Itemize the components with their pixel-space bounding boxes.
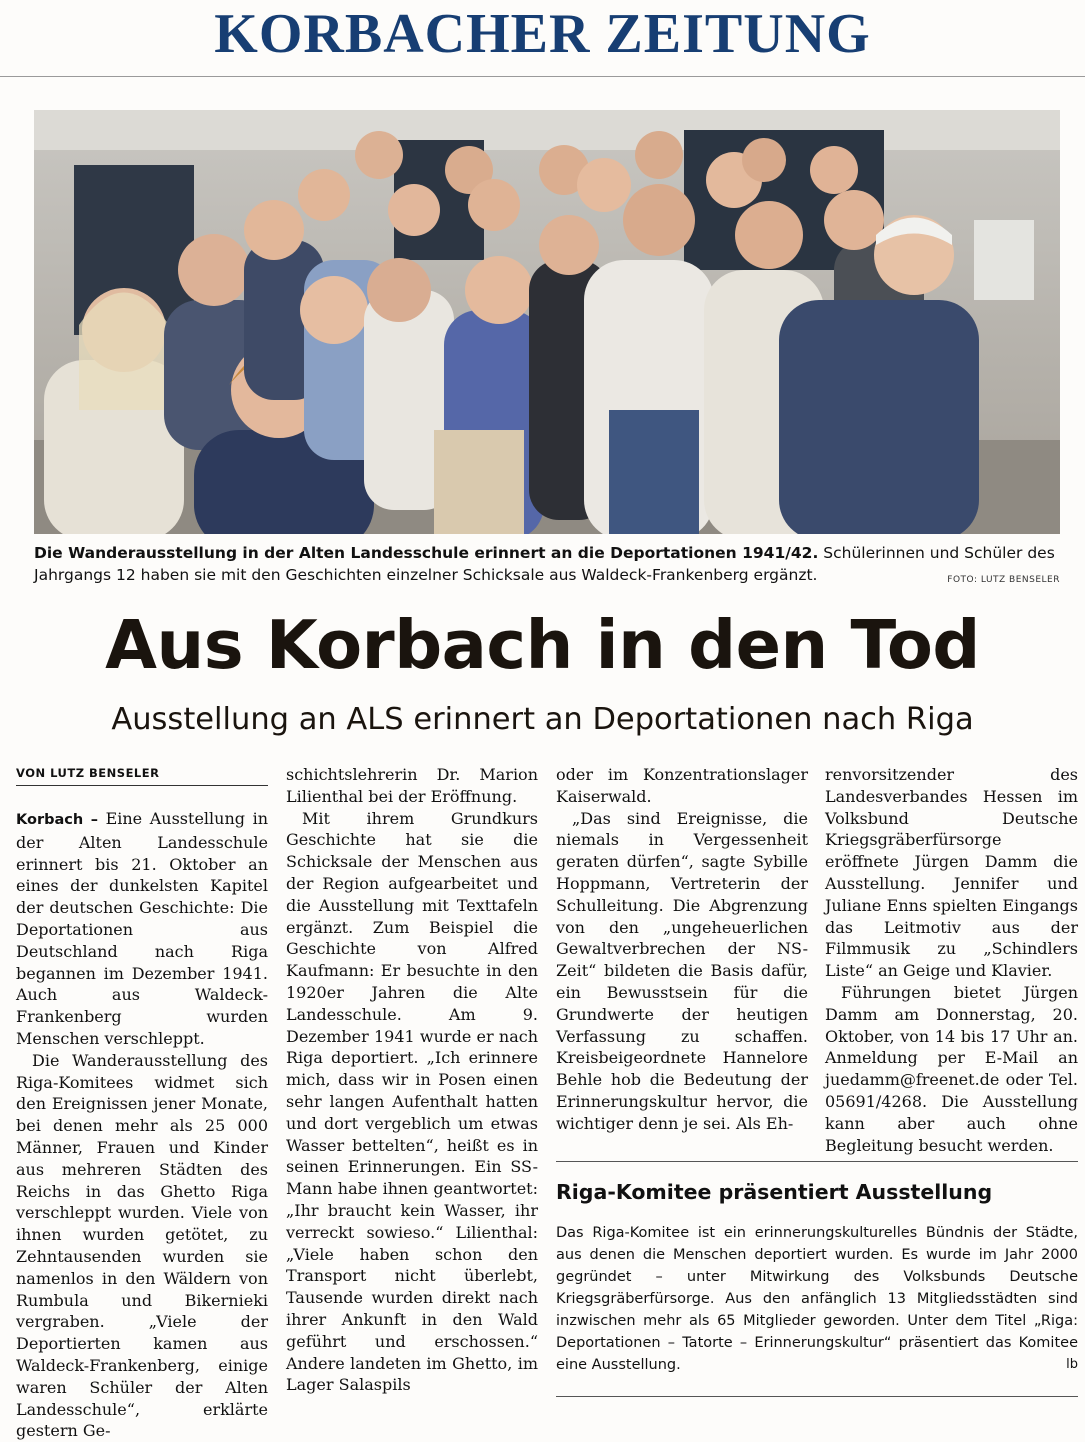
masthead bbox=[0, 0, 1085, 77]
photo-credit: FOTO: LUTZ BENSELER bbox=[947, 575, 1060, 585]
photo-caption-bold: Die Wanderausstellung in der Alten Landesschule erinnert an die Deportationen 1941/42. bbox=[34, 544, 819, 562]
infobox-signature: lb bbox=[1066, 1357, 1078, 1372]
article-column-3 bbox=[556, 764, 808, 1135]
article-headline: Aus Korbach in den Tod bbox=[105, 606, 980, 684]
article-column-4 bbox=[825, 764, 1078, 1156]
infobox-divider-bottom bbox=[556, 1396, 1078, 1397]
group-photo-illustration bbox=[34, 110, 1060, 534]
infobox-body: Das Riga-Komitee ist ein erinnerungskulturelles Bündnis der Städte, aus denen die Menschen deportiert wurden. Es wurde im Jahr 2000 gegründet – unter Mitwirkung des Volksbunds Deutsche Kriegsgräberfürsorge. Aus den anfänglich 13 Mitgliedsstädten sind inzwischen mehr als 65 Mitglieder geworden. Unter dem Titel „Riga: Deportationen – Tatorte – Erinnerungskultur“ präsentiert das Komitee eine Ausstellung. bbox=[556, 1225, 1078, 1373]
dateline: Korbach – bbox=[16, 812, 98, 828]
group-photo bbox=[34, 110, 1060, 534]
article-column-2 bbox=[286, 764, 538, 1396]
article-column-1 bbox=[16, 808, 268, 1442]
infobox-title: Riga-Komitee präsentiert Ausstellung bbox=[556, 1180, 993, 1204]
paragraph: oder im Konzentrationslager Kaiserwald. bbox=[556, 765, 808, 806]
paragraph bbox=[16, 808, 268, 1050]
byline: VON LUTZ BENSELER bbox=[16, 766, 268, 786]
infobox-divider-top bbox=[556, 1161, 1078, 1162]
photo-caption-text: Schülerinnen und Schüler des Jahrgangs 12 haben sie mit den Geschichten einzelner Schicksale aus Waldeck-Frankenberg ergänzt. bbox=[34, 544, 1055, 584]
paragraph: Führungen bietet Jürgen Damm am Donnerstag, 20. Oktober, von 14 bis 17 Uhr an. Anmeldung per E-Mail an juedamm@freenet.de oder Tel. 05691/4268. Die Ausstellung kann aber auch ohne Begleitung besucht werden. bbox=[825, 982, 1078, 1155]
paragraph-text: Eine Ausstellung in der Alten Landesschule erinnert bis 21. Oktober an eines der dunkelsten Kapitel der deutschen Geschichte: Die Deportationen aus Deutschland nach Riga begannen im Dezember 1941. Auch aus Waldeck-Frankenberg wurden Menschen verschleppt. bbox=[16, 809, 268, 1048]
newspaper-title: KORBACHER ZEITUNG bbox=[214, 3, 871, 65]
paragraph: Die Wanderausstellung des Riga-Komitees widmet sich den Ereignissen jener Monate, bei denen mehr als 25 000 Männer, Frauen und Kinder aus mehreren Städten des Reichs in das Ghetto Riga verschleppt wurden. Viele von ihnen wurden getötet, zu Zehntausenden wurden sie namenlos in den Wäldern von Rumbula und Bikernieki vergraben. „Viele der Deportierten kamen aus Waldeck-Frankenberg, einige waren Schüler der Alten Landesschule“, erklärte gestern Ge- bbox=[16, 1050, 268, 1441]
infobox-text bbox=[556, 1222, 1078, 1376]
paragraph: „Das sind Ereignisse, die niemals in Vergessenheit geraten dürfen“, sagte Sybille Hoppmann, Vertreterin der Schulleitung. Die Abgrenzung von den „ungeheuerlichen Gewaltverbrechen der NS-Zeit“ bildeten die Basis dafür, ein Bewusstsein für die Grundwerte der heutigen Verfassung zu schaffen. Kreisbeigeordnete Hannelore Behle hob die Bedeutung der Erinnerungskultur hervor, die wichtiger denn je sei. Als Eh- bbox=[556, 808, 808, 1133]
paragraph: Mit ihrem Grundkurs Geschichte hat sie die Schicksale der Menschen aus der Region aufgearbeitet und die Ausstellung mit Texttafeln ergänzt. Zum Beispiel die Geschichte von Alfred Kaufmann: Er besuchte in den 1920er Jahren die Alte Landesschule. Am 9. Dezember 1941 wurde er nach Riga deportiert. „Ich erinnere mich, dass wir in Posen einen sehr langen Aufenthalt hatten und dort vergeblich um etwas Wasser bettelten“, heißt es in seinen Erinnerungen. Ein SS-Mann habe ihnen geantwortet: „Ihr braucht kein Wasser, ihr verreckt sowieso.“ Lilienthal: „Viele haben schon den Transport nicht überlebt, Tausende wurden direkt nach ihrer Ankunft in den Wald geführt und erschossen.“ Andere landeten im Ghetto, im Lager Salaspils bbox=[286, 808, 538, 1395]
paragraph: renvorsitzender des Landesverbandes Hessen im Volksbund Deutsche Kriegsgräberfürsorge eröffnete Jürgen Damm die Ausstellung. Jennifer und Juliane Enns spielten Eingangs das Leitmotiv aus der Filmmusik zu „Schindlers Liste“ an Geige und Klavier. bbox=[825, 765, 1078, 981]
paragraph: schichtslehrerin Dr. Marion Lilienthal bei der Eröffnung. bbox=[286, 765, 538, 806]
article-subheadline: Ausstellung an ALS erinnert an Deportationen nach Riga bbox=[111, 702, 974, 737]
photo-caption bbox=[34, 542, 1060, 591]
